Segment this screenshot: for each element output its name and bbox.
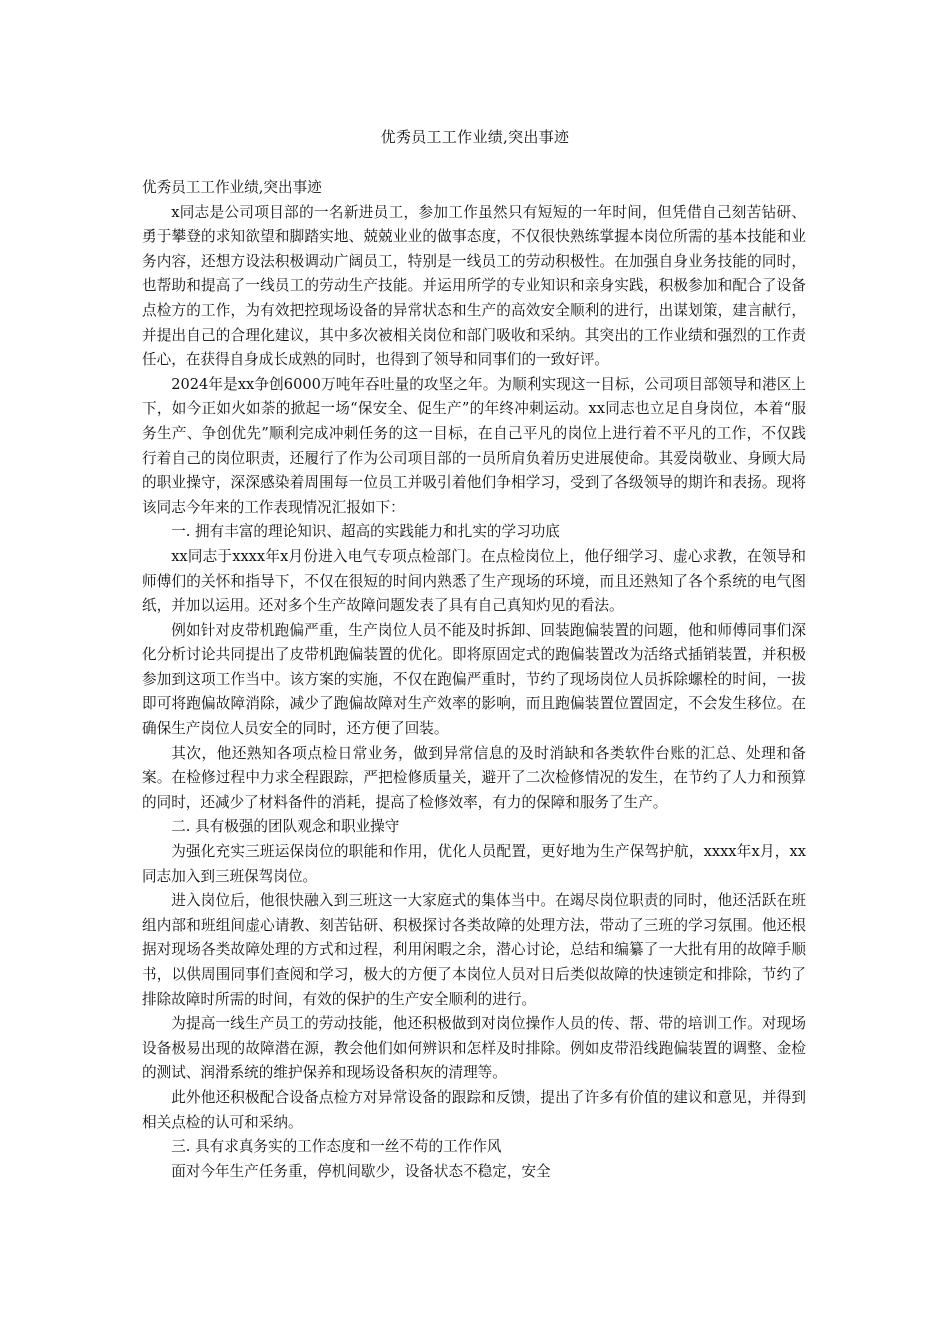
- document-title: 优秀员工工作业绩,突出事迹: [380, 128, 570, 146]
- body-paragraph: 例如针对皮带机跑偏严重，生产岗位人员不能及时拆卸、回装跑偏装置的问题，他和师傅同事们深化分析讨论共同提出了皮带机跑偏装置的优化。即将原固定式的跑偏装置改为活络式插销装置，并积极参加到这项工作当中。该方案的实施，不仅在跑偏严重时，节约了现场岗位人员拆除螺栓的时间，一拔即可将跑偏故障消除，减少了跑偏故障对生产效率的影响，而且跑偏装置位置固定，不会发生移位。在确保生产岗位人员安全的同时，还方便了回装。: [142, 621, 806, 738]
- body-paragraph: 为强化充实三班运保岗位的职能和作用，优化人员配置，更好地为生产保驾护航，xxxx年x月，xx同志加入到三班保驾岗位。: [142, 843, 806, 885]
- body-paragraph: 此外他还积极配合设备点检方对异常设备的跟踪和反馈，提出了许多有价值的建议和意见，并得到相关点检的认可和采纳。: [142, 1088, 806, 1131]
- body-paragraph: xx同志于xxxx年x月份进入电气专项点检部门。在点检岗位上，他仔细学习、虚心求教，在领导和师傅们的关怀和指导下，不仅在很短的时间内熟悉了生产现场的环境，而且还熟知了各个系统的电气图纸，并加以运用。还对多个生产故障问题发表了具有自己真知灼见的看法。: [142, 547, 806, 615]
- body-paragraph: 为提高一线生产员工的劳动技能，他还积极做到对岗位操作人员的传、帮、带的培训工作。对现场设备极易出现的故障潜在源，教会他们如何辨识和怎样及时排除。例如皮带沿线跑偏装置的调整、金检的测试、润滑系统的维护保养和现场设备积灰的清理等。: [142, 1015, 806, 1082]
- body-paragraph: 2024年是xx争创6000万吨年吞吐量的攻坚之年。为顺利实现这一目标，公司项目部领导和港区上下，如今正如火如荼的掀起一场“保安全、促生产”的年终冲刺运动。xx同志也立足自身岗位，本着“服务生产、争创优先”顺利完成冲刺任务的这一目标，在自己平凡的岗位上进行着不平凡的工作，不仅践行着自己的岗位职责，还履行了作为公司项目部的一员所肩负着历史进展使命。其爱岗敬业、身顾大局的职业操守，深深感染着周围每一位员工并吸引着他们争相学习，受到了各级领导的期许和表扬。现将该同志今年来的工作表现情况汇报如下：: [142, 375, 806, 516]
- document-body: [142, 176, 806, 1184]
- section-heading: 一. 拥有丰富的理论知识、超高的实践能力和扎实的学习功底: [171, 523, 560, 541]
- body-paragraph: 其次，他还熟知各项点检日常业务，做到异常信息的及时消缺和各类软件台账的汇总、处理和备案。在检修过程中力求全程跟踪，严把检修质量关，避开了二次检修情况的发生，在节约了人力和预算的同时，还减少了材料备件的消耗，提高了检修效率，有力的保障和服务了生产。: [142, 744, 806, 811]
- body-paragraph: 进入岗位后，他很快融入到三班这一大家庭式的集体当中。在竭尽岗位职责的同时，他还活跃在班组内部和班组间虚心请教、刻苦钻研、积极探讨各类故障的处理方法，带动了三班的学习氛围。他还根据对现场各类故障处理的方式和过程，利用闲暇之余，潜心讨论，总结和编纂了一大批有用的故障手顺书，以供周围同事们查阅和学习，极大的方便了本岗位人员对日后类似故障的快速锁定和排除，节约了排除故障时所需的时间，有效的保护的生产安全顺利的进行。: [142, 892, 806, 1008]
- body-paragraph: 面对今年生产任务重，停机间歇少，设备状态不稳定，安全: [171, 1162, 551, 1180]
- section-heading: 三. 具有求真务实的工作态度和一丝不苟的工作作风: [171, 1138, 502, 1156]
- section-heading: 二. 具有极强的团队观念和职业操守: [171, 818, 400, 836]
- subtitle-paragraph: 优秀员工工作业绩,突出事迹: [142, 179, 322, 196]
- body-paragraph: x同志是公司项目部的一名新进员工，参加工作虽然只有短短的一年时间，但凭借自己刻苦钻研、勇于攀登的求知欲望和脚踏实地、兢兢业业的做事态度，不仅很快熟练掌握本岗位所需的基本技能和业务内容，还想方设法积极调动广阔员工，特别是一线员工的劳动积极性。在加强自身业务技能的同时，也帮助和提高了一线员工的劳动生产技能。并运用所学的专业知识和亲身实践，积极参加和配合了设备点检方的工作，为有效把控现场设备的异常状态和生产的高效安全顺利的进行，出谋划策，建言献行，并提出自己的合理化建议，其中多次被相关岗位和部门吸收和采纳。其突出的工作业绩和强烈的工作责任心，在获得自身成长成熟的同时，也得到了领导和同事们的一致好评。: [142, 203, 806, 369]
